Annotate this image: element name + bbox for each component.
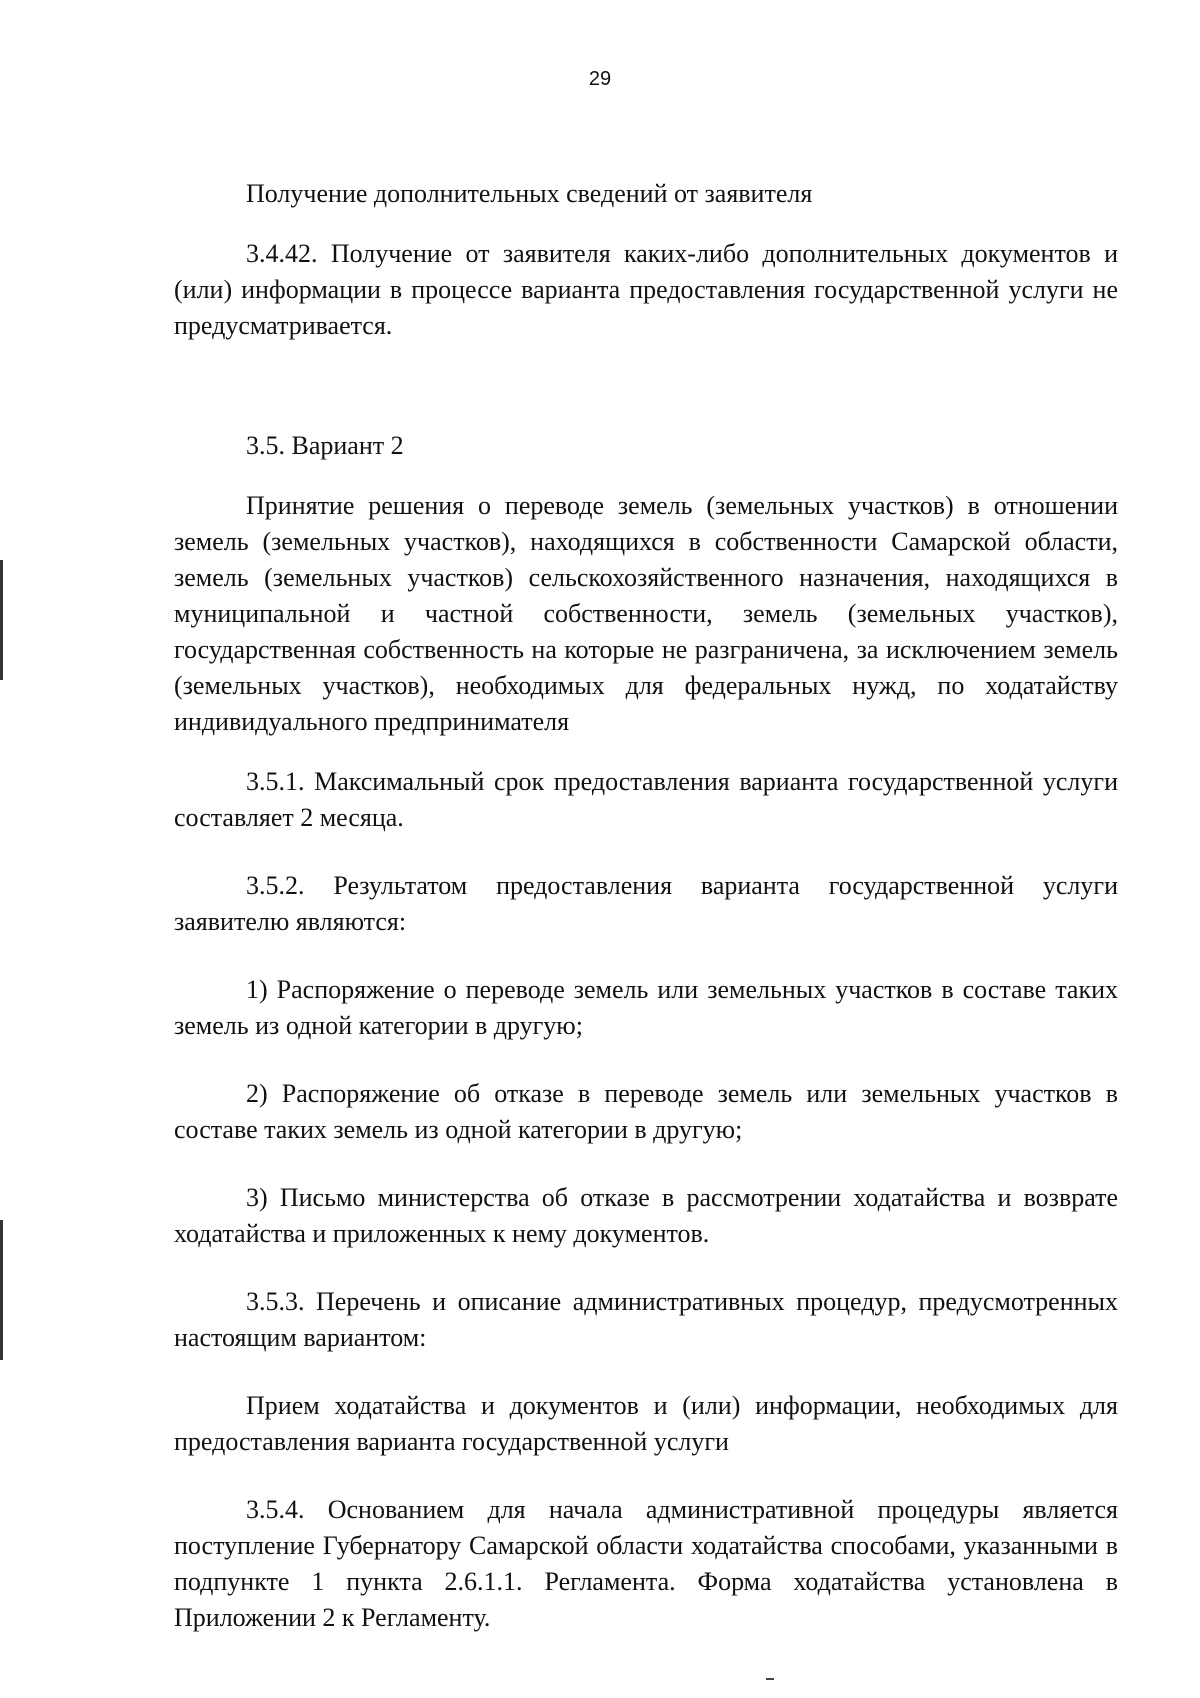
page-number: 29 <box>588 68 612 90</box>
section-heading-3-5: 3.5. Вариант 2 <box>246 431 404 460</box>
paragraph-3-4-42: 3.4.42. Получение от заявителя каких-либо дополнительных документов и (или) информации в процессе варианта предоставления государственной услуги не предусматривается. <box>174 239 1118 340</box>
section-heading-additional-info: Получение дополнительных сведений от заявителя <box>246 179 813 208</box>
paragraph-3-5-4: 3.5.4. Основанием для начала административной процедуры является поступление Губернатору Самарской области ходатайства способами, указанными в подпункте 1 пункта 2.6.1.1. Регламента. Форма ходатайства установлена в Приложении 2 к Регламенту. <box>174 1495 1118 1632</box>
result-item-1: 1) Распоряжение о переводе земель или земельных участков в составе таких земель из одной категории в другую; <box>174 975 1118 1040</box>
scan-speck <box>766 1678 774 1680</box>
scan-edge-mark <box>0 1220 3 1360</box>
result-item-2: 2) Распоряжение об отказе в переводе земель или земельных участков в составе таких земель из одной категории в другую; <box>174 1079 1118 1144</box>
paragraph-3-5-2: 3.5.2. Результатом предоставления варианта государственной услуги заявителю являются: <box>174 871 1118 936</box>
paragraph-3-5-1: 3.5.1. Максимальный срок предоставления варианта государственной услуги составляет 2 месяца. <box>174 767 1118 832</box>
paragraph-reception: Прием ходатайства и документов и (или) информации, необходимых для предоставления варианта государственной услуги <box>174 1391 1118 1456</box>
scan-edge-mark <box>0 560 3 680</box>
paragraph-3-5-description: Принятие решения о переводе земель (земельных участков) в отношении земель (земельных участков), находящихся в собственности Самарской области, земель (земельных участков) сельскохозяйственного назначения, находящихся в муниципальной и частной собственности, земель (земельных участков), государственная собственность на которые не разграничена, за исключением земель (земельных участков), необходимых для федеральных нужд, по ходатайству индивидуального предпринимателя <box>174 491 1118 736</box>
result-item-3: 3) Письмо министерства об отказе в рассмотрении ходатайства и возврате ходатайства и приложенных к нему документов. <box>174 1183 1118 1248</box>
paragraph-3-5-3: 3.5.3. Перечень и описание административных процедур, предусмотренных настоящим вариантом: <box>174 1287 1118 1352</box>
document-body <box>174 176 1118 1636</box>
